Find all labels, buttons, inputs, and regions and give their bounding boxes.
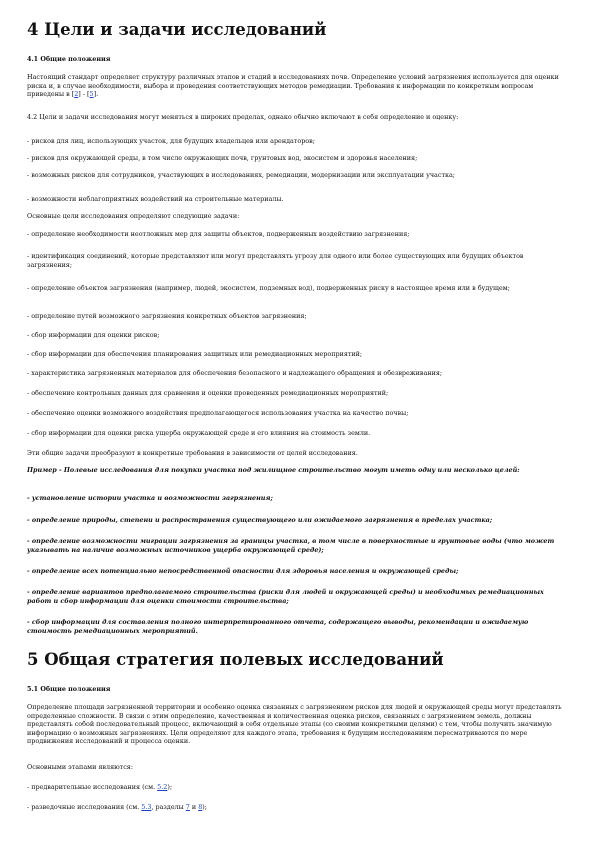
paragraph-4-1 [27, 73, 569, 99]
list-item: - сбор информации для оценки риска ущерба окружающей среде и его влияния на стоимость земли. [27, 429, 371, 437]
list-item-text: - предварительные исследования (см. [27, 783, 158, 791]
example-paragraph: Пример - Полевые исследования для покупки участка под жилищное строительство могут иметь одну или несколько целей: [27, 466, 520, 474]
list-item: - обеспечение контрольных данных для сравнения и оценки проведенных ремедиационных мероприятий; [27, 389, 389, 397]
list-item: - возможности неблагоприятных воздействий на строительные материалы. [27, 195, 284, 203]
paragraph-tasks-summary: Эти общие задачи преобразуют в конкретные требования в зависимости от целей исследования. [27, 449, 358, 457]
paragraph-4-1-text: Настоящий стандарт определяет структуру различных этапов и стадий в исследованиях почв. Определение условий загрязнения используется для оценки риска и, в случае необходимости, выбора и проведения соответствующих методов ремедиации. Требования к информации по конкретным вопросам приведены в [ [27, 73, 559, 99]
list-item [27, 783, 569, 792]
reference-separator: ] - [ [78, 90, 90, 99]
paragraph-4-2: 4.2 Цели и задачи исследования могут меняться в широких пределах, однако обычно включают в себя определение и оценку: [27, 113, 459, 121]
list-item: - определение необходимости неотложных мер для защиты объектов, подверженных воздействию загрязнения; [27, 230, 410, 238]
list-item: - определение путей возможного загрязнения конкретных объектов загрязнения; [27, 312, 307, 320]
list-item-text: - разведочные исследования (см. [27, 803, 142, 811]
list-item: - возможных рисков для сотрудников, участвующих в исследованиях, ремедиации, модернизации или эксплуатации участка; [27, 171, 455, 179]
section-link-8[interactable]: 8 [198, 803, 203, 811]
list-item-text: , разделы [151, 803, 186, 811]
example-list-item: - установление истории участка и возможности загрязнения; [27, 494, 273, 502]
reference-end: ]. [93, 90, 99, 99]
list-item: - определение объектов загрязнения (например, людей, экосистем, подземных вод), подверженных риску в настоящее время или в будущем; [27, 284, 510, 292]
subsection-5-1-title: 5.1 Общие положения [27, 685, 111, 693]
list-item-text: ); [167, 783, 172, 791]
list-item [27, 803, 569, 812]
clause-link-5-2[interactable]: 5.2 [157, 783, 168, 791]
list-item: - обеспечение оценки возможного воздействия предполагающегося использования участка на качество почвы; [27, 409, 409, 417]
reference-link-5[interactable]: 5 [89, 90, 94, 99]
list-item: - характеристика загрязненных материалов для обеспечения безопасного и надлежащего обращения и обезвреживания; [27, 369, 443, 377]
paragraph-5-1: Определение площади загрязненной территории и особенно оценка связанных с загрязнением рисков для людей и окружающей среды могут представлять определенные сложности. В связи с этим определение, качественная и количественная оценка рисков, связанных с загрязнением земель, должны представлять собой последовательный процесс, включающий в себя отдельные этапы (со своими конкретными целями) с тем, чтобы получить значимую информацию о возможных загрязнениях. Цели определяют для каждого этапа, требования к будущим исследованиям пересматриваются по мере продвижения исследований и процесса оценки. [27, 703, 562, 746]
list-item: - сбор информации для оценки рисков; [27, 331, 160, 339]
list-item: - рисков для окружающей среды, в том числе окружающих почв, грунтовых вод, экосистем и здоровья населения; [27, 154, 418, 162]
example-list-item: - сбор информации для составления полного интерпретированного отчета, содержащего выводы, рекомендации и ожидаемую стоимость ремедиационных мероприятий. [27, 618, 529, 635]
section-5-title: 5 Общая стратегия полевых исследований [27, 650, 444, 669]
example-list-item: - определение всех потенциально непосредственной опасности для здоровья населения и окружающей среды; [27, 567, 459, 575]
example-list-item: - определение природы, степени и распространения существующего или ожидаемого загрязнения в пределах участка; [27, 516, 493, 524]
paragraph-stages-intro: Основными этапами являются: [27, 763, 133, 771]
section-4-title: 4 Цели и задачи исследований [27, 20, 327, 39]
section-link-7[interactable]: 7 [185, 803, 190, 811]
list-item: - сбор информации для обеспечения планирования защитных или ремедиационных мероприятий; [27, 350, 363, 358]
reference-link-2[interactable]: 2 [74, 90, 79, 99]
clause-link-5-3[interactable]: 5.3 [141, 803, 152, 811]
example-list-item: - определение возможности миграции загрязнения за границы участка, в том числе в поверхностные и грунтовые воды (что может указывать на наличие возможных источников ущерба окружающей среде); [27, 537, 555, 554]
list-item-text: и [189, 803, 199, 811]
paragraph-tasks-intro: Основные цели исследования определяют следующие задачи: [27, 212, 240, 220]
list-item: - идентификация соединений, которые представляют или могут представлять угрозу для одного или более существующих или будущих объектов загрязнения; [27, 252, 524, 269]
example-list-item: - определение вариантов предполагаемого строительства (риски для людей и окружающей среды) и необходимых ремедиационных работ и сбор информации для оценки стоимости строительства; [27, 588, 544, 605]
list-item-text: ); [202, 803, 207, 811]
list-item: - рисков для лиц, использующих участок, для будущих владельцев или арендаторов; [27, 137, 315, 145]
subsection-4-1-title: 4.1 Общие положения [27, 55, 111, 63]
